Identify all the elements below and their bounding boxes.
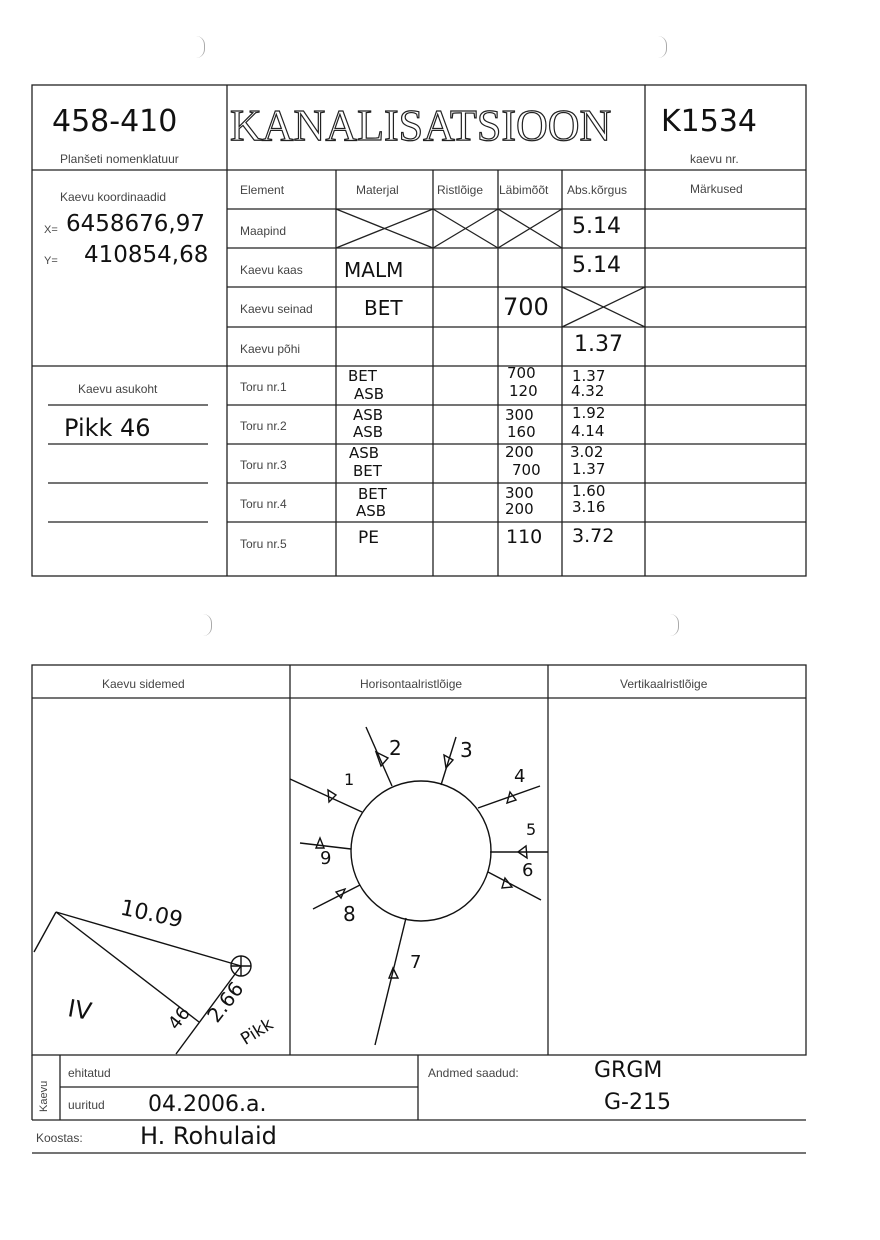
pipe-number-label: 1 <box>344 770 355 789</box>
tie-building-code: IV <box>65 994 94 1026</box>
ties-column-label: Kaevu sidemed <box>102 677 185 691</box>
pipe-number-label: 6 <box>522 860 534 881</box>
diameter-value: 110 <box>506 526 543 548</box>
col-header-material: Materjal <box>356 183 399 197</box>
row-label: Toru nr.2 <box>240 419 287 433</box>
nomenclature-value: 458-410 <box>52 104 178 139</box>
composed-by-value: H. Rohulaid <box>140 1122 277 1150</box>
diameter-value: 300 <box>505 484 534 502</box>
row-label: Toru nr.1 <box>240 380 287 394</box>
diameter-value: 160 <box>507 423 536 441</box>
x-prefix: X= <box>44 224 58 236</box>
pipe-number-label: 8 <box>343 902 356 926</box>
well-number-value: K1534 <box>661 104 758 139</box>
pipe-number-label: 7 <box>410 952 422 973</box>
pipe-number-label: 2 <box>389 736 402 760</box>
abs-height-value: 5.14 <box>572 253 621 278</box>
abs-height-value: 5.14 <box>572 214 621 239</box>
material-value: BET <box>364 296 403 320</box>
abs-height-value: 3.16 <box>572 498 606 516</box>
built-label: ehitatud <box>68 1066 111 1080</box>
row-label: Maapind <box>240 224 287 238</box>
well-number-label: kaevu nr. <box>690 152 739 166</box>
data-source-value: G-215 <box>604 1090 671 1115</box>
tie-number-value: 46 <box>164 1003 195 1034</box>
diameter-value: 200 <box>505 500 534 518</box>
tie-distance-value: 2.66 <box>202 977 249 1027</box>
nomenclature-label: Planšeti nomenklatuur <box>60 152 179 166</box>
vertical-section-label: Vertikaalristlõige <box>620 677 708 691</box>
data-source-value: GRGM <box>594 1058 663 1083</box>
y-prefix: Y= <box>44 255 58 267</box>
pipe-number-label: 4 <box>514 766 526 787</box>
diameter-value: 300 <box>505 406 534 424</box>
diameter-value: 700 <box>512 461 541 479</box>
location-label: Kaevu asukoht <box>78 382 158 396</box>
surveyed-date-value: 04.2006.a. <box>148 1092 267 1117</box>
abs-height-value: 1.60 <box>572 482 606 500</box>
material-value: ASB <box>349 444 380 462</box>
row-label: Kaevu seinad <box>240 302 313 316</box>
col-header-remarks: Märkused <box>690 182 743 196</box>
page-title: KANALISATSIOON <box>230 101 612 150</box>
material-value: ASB <box>354 385 385 403</box>
material-value: BET <box>358 485 387 503</box>
tie-distance-value: 10.09 <box>118 895 185 934</box>
material-value: ASB <box>356 502 387 520</box>
abs-height-value: 4.32 <box>571 382 605 400</box>
col-header-diameter: Läbimõõt <box>499 183 549 197</box>
col-header-abs-height: Abs.kõrgus <box>567 183 628 197</box>
data-source-label: Andmed saadud: <box>428 1066 519 1080</box>
row-label: Toru nr.3 <box>240 458 287 472</box>
x-coordinate-value: 6458676,97 <box>66 211 206 237</box>
tie-street-name: Pikk <box>237 1014 277 1050</box>
abs-height-value: 4.14 <box>571 422 605 440</box>
pipe-number-label: 5 <box>526 820 537 839</box>
row-label: Toru nr.5 <box>240 537 287 551</box>
abs-height-value: 3.02 <box>570 443 604 461</box>
material-value: PE <box>358 528 379 548</box>
abs-height-value: 1.37 <box>572 460 606 478</box>
material-value: BET <box>353 462 382 480</box>
surveyed-label: uuritud <box>68 1098 105 1112</box>
row-label: Toru nr.4 <box>240 497 287 511</box>
material-value: ASB <box>353 406 384 424</box>
horizontal-section-label: Horisontaalristlõige <box>360 677 463 691</box>
location-value: Pikk 46 <box>64 414 151 442</box>
abs-height-value: 3.72 <box>572 525 615 547</box>
diameter-value: 700 <box>503 293 549 321</box>
diameter-value: 120 <box>509 382 538 400</box>
abs-height-value: 1.92 <box>572 404 606 422</box>
horizontal-section-sketch <box>290 727 548 1045</box>
col-header-cross-section: Ristlõige <box>437 183 484 197</box>
composed-label: Koostas: <box>36 1131 83 1145</box>
row-label: Kaevu kaas <box>240 263 303 277</box>
pipe-number-label: 9 <box>320 848 332 869</box>
abs-height-value: 1.37 <box>572 367 606 385</box>
material-value: BET <box>348 367 377 385</box>
well-side-label: Kaevu <box>38 1080 50 1112</box>
col-header-element: Element <box>240 183 285 197</box>
material-value: MALM <box>344 258 404 282</box>
pipe-number-label: 3 <box>460 738 473 762</box>
row-label: Kaevu põhi <box>240 342 301 356</box>
diameter-value: 700 <box>507 364 536 382</box>
abs-height-value: 1.37 <box>574 332 623 357</box>
ties-sketch <box>34 912 251 1054</box>
diameter-value: 200 <box>505 443 534 461</box>
material-value: ASB <box>353 423 384 441</box>
y-coordinate-value: 410854,68 <box>84 242 209 268</box>
coordinates-label: Kaevu koordinaadid <box>60 190 167 204</box>
